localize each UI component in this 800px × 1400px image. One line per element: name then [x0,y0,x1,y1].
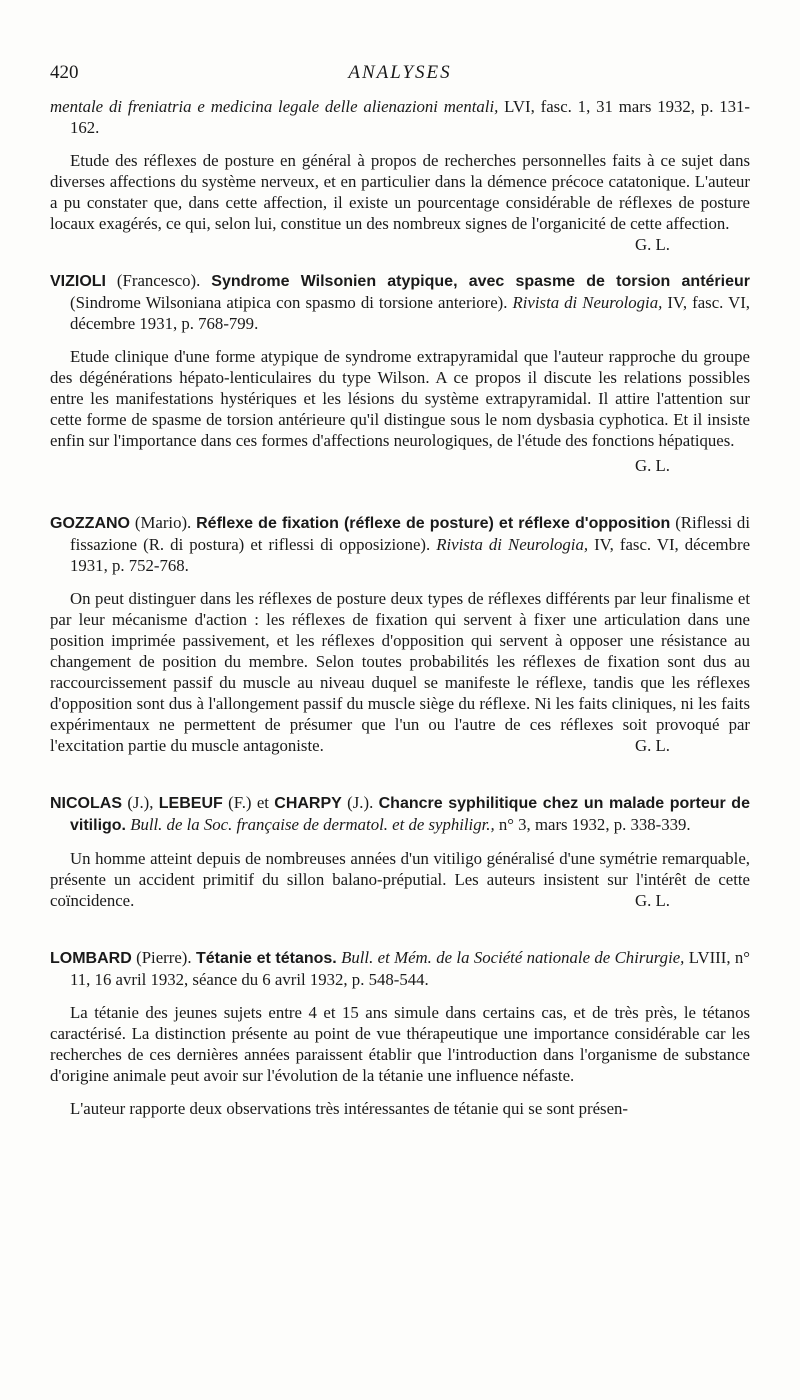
entry-body [50,150,750,254]
entry-author-given: (F.) et [222,793,275,812]
entry [50,96,750,254]
entry-title: Réflexe de fixation (réflexe de posture) et réflexe d'opposition [196,515,671,532]
entry-translation: (Sindrome Wilsoniana atipica con spasmo di torsione anteriore). [70,293,513,312]
entry-author-given: (Francesco). [106,271,212,290]
entry-signature: G. L. [635,736,670,755]
entry-author-given: (J.). [341,793,379,812]
journal-title: Rivista di Neurologia, [512,293,663,312]
entry-body-text: Etude clinique d'une forme atypique de syndrome extrapyramidal que l'auteur rapproche du groupe des dégénérations hépato-lenticulaires du type Wilson. A ce propos il discute les relations possibles entre les manifestations hystériques et les lésions du système extrapyramidal. Il attire l'attention sur cette forme de spasme de torsion antérieure qu'il distingue sous le nom dysbasia cyphotica. Et il insiste enfin sur l'importance dans ces formes d'affections neurologiques, de l'étude des fonctions hépatiques. [50,347,750,450]
page-content [50,96,750,1131]
entry-body-text: Etude des réflexes de posture en général à propos de recherches personnelles faits à ce sujet dans diverses affections du système nerveux, et en particulier dans la démence précoce catatonique. L'auteur a pu constater que, dans cette affection, il existe un pourcentage considérable de réflexes de posture locaux exagérés, ce qui, selon lui, constitue un des nombreux signes de l'organicité de cette affection. [50,151,750,233]
entry-signature: G. L. [635,235,670,254]
journal-ref: LVIII, n° 11, 16 avril 1932, séance du 6 avril 1932, p. 548-544. [70,948,751,989]
journal-title: Rivista di Neurologia, [436,535,589,554]
entry-body-text: L'auteur rapporte deux observations très intéressantes de tétanie qui se sont présen- [70,1099,629,1118]
journal-title: mentale di freniatria e medicina legale delle alienazioni mentali, [50,97,499,116]
entry-author: CHARPY [274,795,342,812]
entry-heading [50,270,750,334]
entry-author: GOZZANO [50,515,130,532]
entry-body [50,1002,750,1086]
entry-heading [50,512,750,576]
entry-author-given: (Pierre). [131,948,196,967]
entry [50,512,750,756]
entry-body-text: La tétanie des jeunes sujets entre 4 et 15 ans simule dans certains cas, et de très près, le tétanos caractérisé. La distinction présente au point de vue thérapeutique une importance considérable car les recherches de ces dernières années paraissent établir que l'introduction dans l'organisme de substance d'origine animale peut avoir sur l'évolution de la tétanie une influence néfaste. [50,1003,750,1085]
entry-body [50,848,750,911]
journal-ref: IV, fasc. VI, décembre 1931, p. 768-799. [70,293,750,333]
journal-ref: IV, fasc. VI, décembre 1931, p. 752-768. [70,535,751,575]
entry-author: LOMBARD [50,950,132,967]
journal-title: Bull. et Mém. de la Société nationale de Chirurgie, [341,948,685,967]
entry [50,947,750,1119]
entry-body [50,588,750,756]
journal-ref: LVI, fasc. 1, 31 mars 1932, p. 131-162. [70,97,750,137]
entry-body [50,1098,750,1119]
entry-body [50,346,750,451]
entry-body-text: On peut distinguer dans les réflexes de posture deux types de réflexes différents par leur finalisme et par leur mécanisme d'action : les réflexes de fixation qui servent à fixer une articulation dans une position imprimée passivement, et les réflexes d'opposition qui servent à opposer une résistance au changement de position du membre. Selon toutes probabilités les réflexes de fixation sont dus au raccourcissement passif du muscle au niveau duquel se manifeste le réflexe, tandis que les réflexes d'opposition sont dus à l'allongement passif du muscle siège du réflexe. Ni les faits cliniques, ni les faits expérimentaux ne permettent de présumer que l'un ou l'autre de ces réflexes soit provoqué par l'excitation partie du muscle antagoniste. [50,589,750,755]
entry-author: LEBEUF [158,795,223,812]
running-head: ANALYSES [348,62,452,83]
entry [50,792,750,911]
entry-body-text: Un homme atteint depuis de nombreuses années d'un vitiligo généralisé d'une symétrie remarquable, présente un accident primitif du sillon balano-préputial. Les auteurs insistent sur l'intérêt de cette coïncidence. [50,849,750,910]
entry [50,270,750,476]
page-header [50,62,750,86]
entry-author-given: (J.), [122,793,159,812]
entry-author: NICOLAS [50,795,122,812]
entry-title: Chancre syphilitique chez un malade porteur de vitiligo. [70,795,750,834]
journal-ref: n° 3, mars 1932, p. 338-339. [494,815,691,834]
entry-author: VIZIOLI [50,273,106,290]
entry-title: Syndrome Wilsonien atypique, avec spasme de torsion antérieur [211,273,750,290]
entry-translation: (Riflessi di fissazione (R. di postura) et riflessi di opposizione). [70,513,750,554]
page-number: 420 [50,62,79,83]
journal-title: Bull. de la Soc. française de dermatol. et de syphiligr., [130,815,495,834]
entry-title: Tétanie et tétanos. [195,950,337,967]
entry-heading [50,947,750,990]
entry-citation [50,96,750,138]
entry-signature: G. L. [635,456,670,475]
entry-signature: G. L. [635,891,670,910]
entry-heading [50,792,750,836]
entry-author-given: (Mario). [130,513,197,532]
